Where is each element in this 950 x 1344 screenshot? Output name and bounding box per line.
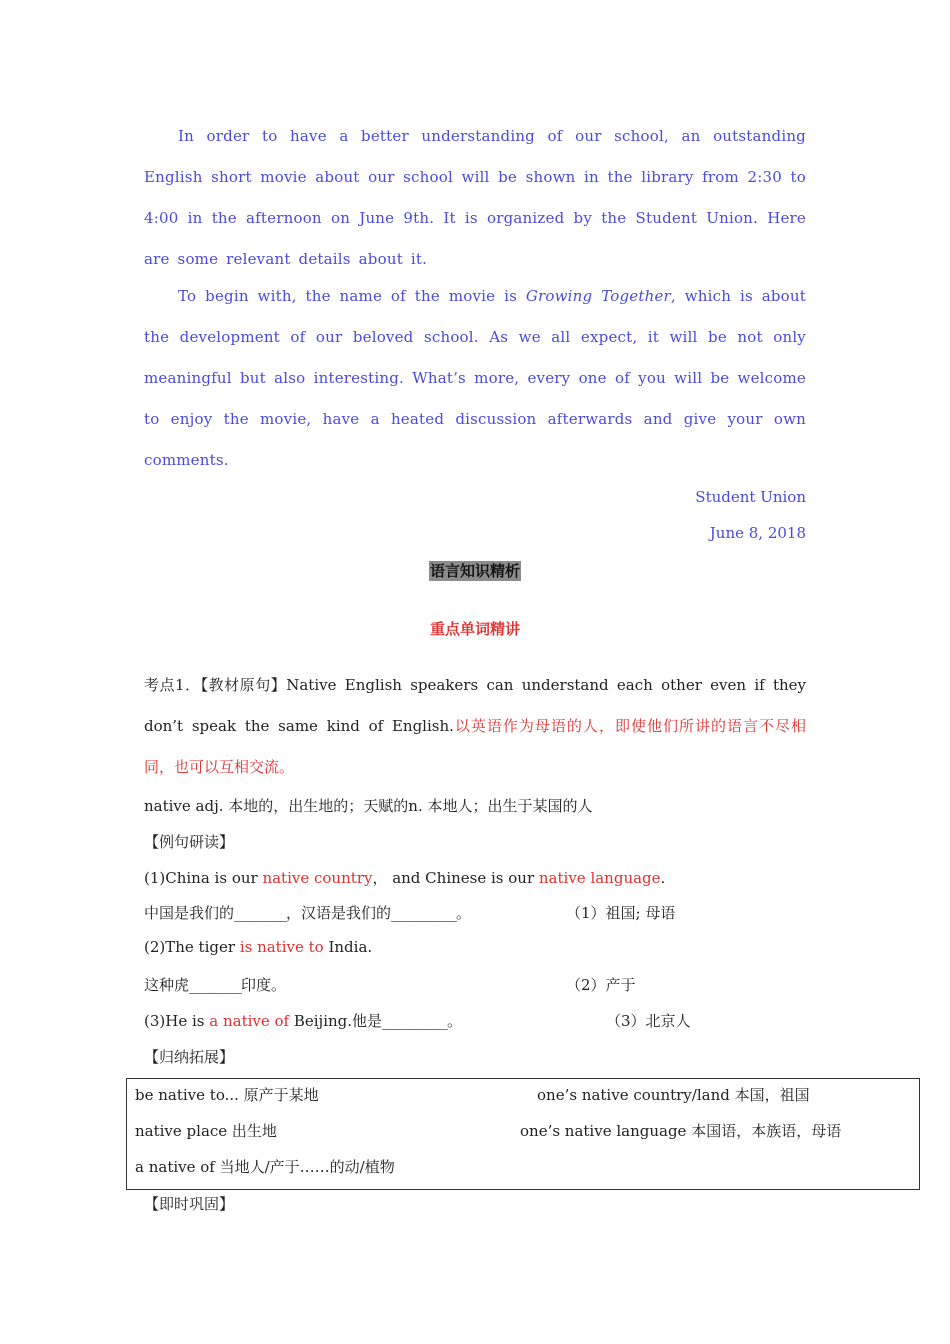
example-text: (1)China is our	[144, 869, 263, 887]
notice-paragraph-1-text: In order to have a better understanding of our school, an outstanding English short movie about our school will be shown in the library from 2:30 to 4:00 in the afternoon on June 9th. It is organized by the Student Union. Here are some relevant details about it.	[144, 127, 806, 268]
notice-paragraph-2-start: To begin with, the name of the movie is	[178, 287, 526, 305]
summary-item: one’s native language 本国语，本族语，母语	[520, 1122, 842, 1140]
example-1-english	[144, 867, 665, 888]
fill-blank: ________	[189, 976, 242, 994]
summary-heading: 【归纳拓展】	[144, 1048, 235, 1066]
example-1-answer: （1）祖国; 母语	[566, 904, 676, 922]
notice-paragraph-2	[144, 276, 806, 481]
example-highlight: native language	[538, 869, 661, 887]
section-title-text: 语言知识精析	[429, 562, 520, 580]
summary-item: native place 出生地	[135, 1122, 277, 1140]
example-text: 中国是我们的	[144, 904, 235, 922]
fill-blank: __________	[382, 1012, 448, 1030]
example-text: 。	[456, 904, 472, 922]
movie-title: Growing Together	[525, 287, 671, 305]
example-text: India.	[323, 938, 373, 956]
summary-item: be native to... 原产于某地	[135, 1086, 319, 1104]
notice-paragraph-1	[144, 116, 806, 280]
example-text: 印度。	[241, 976, 287, 994]
summary-item: a native of 当地人/产于……的动/植物	[135, 1158, 395, 1176]
example-2-chinese	[144, 974, 286, 995]
point-1-translation: 以英语作为母语的人，即使他们所讲的语言不尽相同，也可以互相交流。	[144, 717, 806, 776]
example-highlight: a native of	[209, 1012, 290, 1030]
example-2-english	[144, 938, 372, 956]
example-text: 这种虎	[144, 976, 190, 994]
example-text: .	[660, 869, 666, 887]
subsection-title: 重点单词精讲	[429, 620, 520, 638]
examples-heading: 【例句研读】	[144, 833, 235, 851]
example-3-answer: （3）北京人	[606, 1012, 691, 1030]
example-1-chinese	[144, 902, 471, 923]
fill-blank: __________	[391, 904, 457, 922]
point-1-original-sentence	[144, 665, 806, 788]
notice-signature: Student Union	[695, 488, 806, 506]
fill-blank: ________	[234, 904, 287, 922]
example-text: (2)The tiger	[144, 938, 240, 956]
summary-box	[126, 1078, 920, 1190]
example-3	[144, 1010, 462, 1031]
summary-item: one’s native country/land 本国，祖国	[537, 1086, 810, 1104]
example-text: ，汉语是我们的	[286, 904, 392, 922]
practice-heading: 【即时巩固】	[144, 1195, 235, 1213]
point-1-sentence: 考点1．【教材原句】Native English speakers can understand each other even if they don’t speak the same kind of English.	[144, 676, 806, 735]
example-text: (3)He is	[144, 1012, 210, 1030]
example-2-answer: （2）产于	[566, 976, 636, 994]
example-text: ， and Chinese is our	[372, 869, 539, 887]
notice-paragraph-2-end: , which is about the development of our beloved school. As we all expect, it will be not only meaningful but also interesting. What’s more, every one of you will be welcome to enjoy the movie, have a heated discussion afterwards and give your own comments.	[144, 287, 807, 469]
example-text: 。	[447, 1012, 463, 1030]
section-title	[0, 560, 950, 581]
example-highlight: is native to	[239, 938, 324, 956]
example-text: Beijing.他是	[289, 1012, 383, 1030]
notice-date: June 8, 2018	[709, 524, 806, 542]
definition-line: native adj. 本地的，出生地的；天赋的n. 本地人；出生于某国的人	[144, 797, 593, 815]
example-highlight: native country	[262, 869, 373, 887]
